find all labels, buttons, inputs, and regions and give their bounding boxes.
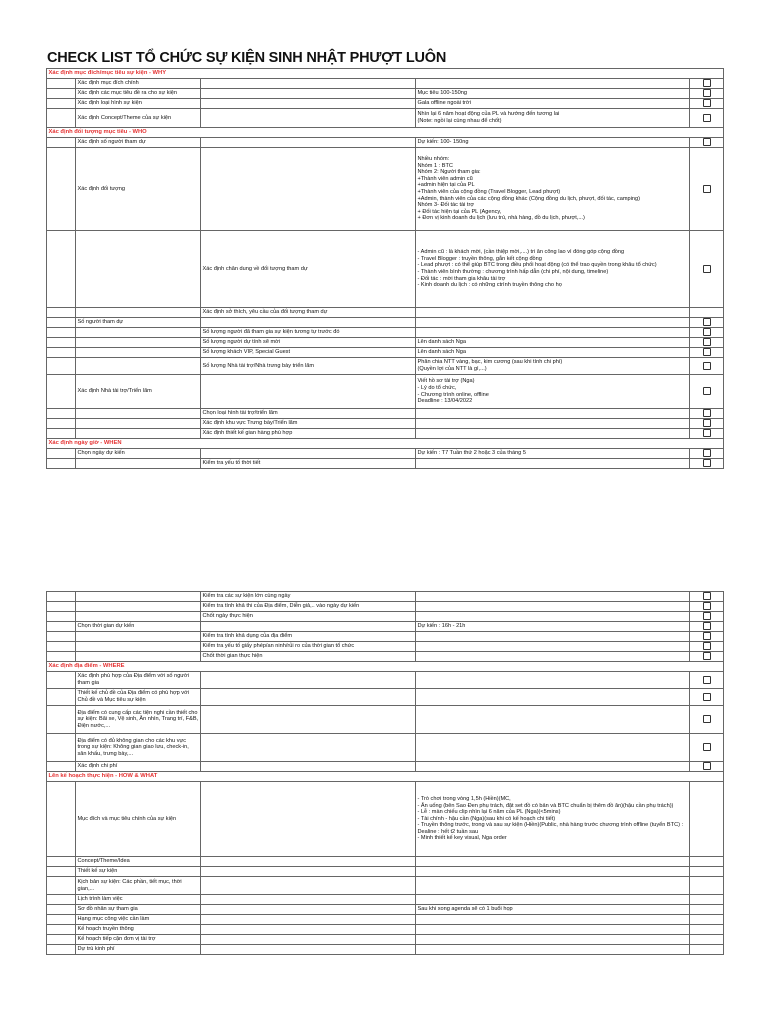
checkbox[interactable]	[703, 622, 711, 630]
checkbox[interactable]	[703, 459, 711, 467]
checkbox-cell	[690, 231, 724, 308]
checkbox-cell	[690, 642, 724, 652]
table-row	[47, 612, 724, 622]
note-cell	[416, 328, 690, 338]
index-cell	[47, 409, 76, 419]
note-cell	[416, 612, 690, 622]
table-row	[47, 652, 724, 662]
table-row	[47, 138, 724, 148]
note-cell	[416, 895, 690, 905]
subtask-cell	[201, 925, 416, 935]
task-cell: Địa điểm có cung cấp các tiện nghi cần thiết cho sự kiện: Bãi xe, Vệ sinh, Ăn nhìn, Trang trí, F&B, Điện nước,...	[76, 706, 201, 734]
subtask-cell: Kiểm tra yếu tố giấy phép/an ninh/rủi ro của thời gian tổ chức	[201, 642, 416, 652]
checkbox-cell	[690, 375, 724, 409]
table-row	[47, 877, 724, 895]
index-cell	[47, 449, 76, 459]
table-row	[47, 602, 724, 612]
checkbox[interactable]	[703, 429, 711, 437]
task-cell	[76, 612, 201, 622]
checkbox-cell	[690, 602, 724, 612]
subtask-cell	[201, 945, 416, 955]
note-cell	[416, 762, 690, 772]
note-cell	[416, 419, 690, 429]
checkbox-cell	[690, 318, 724, 328]
task-cell: Xác định loại hình sự kiện	[76, 99, 201, 109]
note-cell	[416, 459, 690, 469]
table-row	[47, 672, 724, 689]
checkbox-cell	[690, 308, 724, 318]
index-cell	[47, 138, 76, 148]
task-cell: Chọn ngày dự kiến	[76, 449, 201, 459]
task-cell	[76, 602, 201, 612]
index-cell	[47, 895, 76, 905]
note-cell: Gala offline ngoài trời	[416, 99, 690, 109]
checkbox-cell	[690, 99, 724, 109]
section-title: Xác định mục đích/mục tiêu sự kiện - WHY	[47, 69, 724, 79]
checkbox-cell	[690, 867, 724, 877]
subtask-cell: Kiểm tra tính khả thi của Địa điểm, Diễn giả,.. vào ngày dự kiến	[201, 602, 416, 612]
index-cell	[47, 857, 76, 867]
task-cell: Xác định chi phí	[76, 762, 201, 772]
checkbox[interactable]	[703, 138, 711, 146]
task-cell: Xác định mục đích chính	[76, 79, 201, 89]
checkbox-cell	[690, 429, 724, 439]
note-cell	[416, 632, 690, 642]
subtask-cell: Số lượng người đã tham gia sự kiện tương tự trước đó	[201, 328, 416, 338]
page-title: CHECK LIST TỔ CHỨC SỰ KIỆN SINH NHẬT PHƯỢT LUÔN	[47, 50, 447, 66]
section-header-row	[47, 662, 724, 672]
table-row	[47, 348, 724, 358]
note-cell: - Admin cũ : là khách mời, (cần thiệp mời,....) tri ân công lao vì đóng góp cộng đồng - Travel Blogger : truyền thông, gắn kết cộng đồng - Lead phượt : có thể giúp BTC trong điều phối hoạt động (có thể trao quyền trong khâu tổ chức) - Thành viên bình thường : chương trình hấp dẫn (chi phí, nội dung, timeline) - Đối tác : mời tham gia khâu tài trợ - Kinh doanh du lịch : có những ctrình truyền thông cho họ	[416, 231, 690, 308]
note-cell	[416, 877, 690, 895]
checkbox[interactable]	[703, 89, 711, 97]
subtask-cell: Xác định sở thích, yêu cầu của đối tượng tham dự	[201, 308, 416, 318]
index-cell	[47, 375, 76, 409]
checkbox-cell	[690, 328, 724, 338]
subtask-cell	[201, 672, 416, 689]
subtask-cell: Kiểm tra yếu tố thời tiết	[201, 459, 416, 469]
checkbox[interactable]	[703, 602, 711, 610]
task-cell	[76, 642, 201, 652]
checkbox[interactable]	[703, 693, 711, 701]
checkbox[interactable]	[703, 592, 711, 600]
index-cell	[47, 429, 76, 439]
task-cell: Lịch trình làm việc	[76, 895, 201, 905]
index-cell	[47, 925, 76, 935]
note-cell: Lên danh sách Nga	[416, 348, 690, 358]
table-row	[47, 449, 724, 459]
section-title: Lên kế hoạch thực hiện - HOW & WHAT	[47, 772, 724, 782]
checkbox-cell	[690, 935, 724, 945]
note-cell	[416, 652, 690, 662]
checkbox-cell	[690, 348, 724, 358]
checkbox[interactable]	[703, 362, 711, 370]
note-cell: Viết hồ sơ tài trợ (Nga) - Lý do tổ chức, - Chương trình online, offline Deadline : 13/04/2022	[416, 375, 690, 409]
task-cell	[76, 429, 201, 439]
checkbox-cell	[690, 632, 724, 642]
index-cell	[47, 632, 76, 642]
checkbox-cell	[690, 905, 724, 915]
table-row	[47, 622, 724, 632]
checkbox[interactable]	[703, 99, 711, 107]
task-cell: Hạng mục công việc cần làm	[76, 915, 201, 925]
checkbox[interactable]	[703, 715, 711, 723]
checkbox[interactable]	[703, 419, 711, 427]
note-cell	[416, 706, 690, 734]
task-cell: Sơ đồ nhân sự tham gia	[76, 905, 201, 915]
task-cell: Thiết kế sự kiện	[76, 867, 201, 877]
checkbox[interactable]	[703, 762, 711, 770]
subtask-cell: Kiểm tra tính khả dụng của địa điểm	[201, 632, 416, 642]
table-row	[47, 148, 724, 231]
index-cell	[47, 935, 76, 945]
task-cell: Xác định Nhà tài trợ/Triển lãm	[76, 375, 201, 409]
index-cell	[47, 419, 76, 429]
table-row	[47, 79, 724, 89]
index-cell	[47, 79, 76, 89]
checkbox-cell	[690, 877, 724, 895]
task-cell: Xác định phù hợp của Địa điểm với số người tham gia	[76, 672, 201, 689]
task-cell	[76, 348, 201, 358]
section-title: Xác định địa điểm - WHERE	[47, 662, 724, 672]
subtask-cell	[201, 99, 416, 109]
index-cell	[47, 318, 76, 328]
task-cell: Xác định Concept/Theme của sự kiện	[76, 109, 201, 128]
subtask-cell	[201, 109, 416, 128]
subtask-cell	[201, 148, 416, 231]
task-cell: Kế hoạch tiếp cận đơn vị tài trợ	[76, 935, 201, 945]
checkbox-cell	[690, 89, 724, 99]
checkbox-cell	[690, 109, 724, 128]
checkbox[interactable]	[703, 642, 711, 650]
table-row	[47, 592, 724, 602]
index-cell	[47, 915, 76, 925]
note-cell	[416, 915, 690, 925]
index-cell	[47, 358, 76, 375]
checkbox-cell	[690, 459, 724, 469]
section-header-row	[47, 69, 724, 79]
subtask-cell	[201, 449, 416, 459]
checkbox[interactable]	[703, 612, 711, 620]
checkbox-cell	[690, 419, 724, 429]
checkbox[interactable]	[703, 338, 711, 346]
table-row	[47, 419, 724, 429]
task-cell: Dự trù kinh phí	[76, 945, 201, 955]
note-cell	[416, 925, 690, 935]
task-cell: Địa điểm có đủ không gian cho các khu vực trong sự kiện: Không gian giao lưu, check-in, sân khấu, trưng bày,...	[76, 734, 201, 762]
task-cell: Xác định các mục tiêu đề ra cho sự kiện	[76, 89, 201, 99]
note-cell: Dự kiến : 16h - 21h	[416, 622, 690, 632]
section-header-row	[47, 772, 724, 782]
table-row	[47, 782, 724, 857]
checkbox-cell	[690, 652, 724, 662]
table-row	[47, 925, 724, 935]
checkbox-cell	[690, 338, 724, 348]
checkbox-cell	[690, 706, 724, 734]
table-row	[47, 109, 724, 128]
note-cell	[416, 734, 690, 762]
checkbox-cell	[690, 857, 724, 867]
index-cell	[47, 689, 76, 706]
task-cell	[76, 459, 201, 469]
checkbox-cell	[690, 895, 724, 905]
index-cell	[47, 642, 76, 652]
note-cell	[416, 642, 690, 652]
index-cell	[47, 782, 76, 857]
table-row	[47, 905, 724, 915]
checkbox[interactable]	[703, 265, 711, 273]
index-cell	[47, 99, 76, 109]
task-cell: Chọn thời gian dự kiến	[76, 622, 201, 632]
subtask-cell: Số lượng khách VIP, Special Guest	[201, 348, 416, 358]
checkbox-cell	[690, 945, 724, 955]
subtask-cell: Xác định khu vực Trưng bày/Triển lãm	[201, 419, 416, 429]
checkbox-cell	[690, 409, 724, 419]
index-cell	[47, 905, 76, 915]
note-cell	[416, 409, 690, 419]
section-header-row	[47, 128, 724, 138]
checkbox-cell	[690, 79, 724, 89]
checkbox-cell	[690, 612, 724, 622]
index-cell	[47, 148, 76, 231]
checkbox[interactable]	[703, 328, 711, 336]
index-cell	[47, 612, 76, 622]
subtask-cell	[201, 915, 416, 925]
checkbox-cell	[690, 689, 724, 706]
checkbox[interactable]	[703, 449, 711, 457]
table-row	[47, 328, 724, 338]
index-cell	[47, 877, 76, 895]
checkbox[interactable]	[703, 114, 711, 122]
note-cell	[416, 935, 690, 945]
checkbox-cell	[690, 592, 724, 602]
checkbox-cell	[690, 915, 724, 925]
note-cell	[416, 592, 690, 602]
checkbox-cell	[690, 734, 724, 762]
index-cell	[47, 338, 76, 348]
checkbox[interactable]	[703, 318, 711, 326]
subtask-cell	[201, 905, 416, 915]
subtask-cell	[201, 79, 416, 89]
checkbox-cell	[690, 762, 724, 772]
subtask-cell: Chốt thời gian thực hiện	[201, 652, 416, 662]
checkbox[interactable]	[703, 676, 711, 684]
checkbox-cell	[690, 622, 724, 632]
index-cell	[47, 622, 76, 632]
subtask-cell: Xác định thiết kế gian hàng phù hợp	[201, 429, 416, 439]
checkbox[interactable]	[703, 409, 711, 417]
checkbox[interactable]	[703, 185, 711, 193]
checkbox[interactable]	[703, 348, 711, 356]
note-cell: Nhìn lại 6 năm hoạt động của PL và hướng đến tương lai (Note: ngồi lại cùng nhau để chốt)	[416, 109, 690, 128]
note-cell: Sau khi xong agenda sẽ có 1 buổi họp	[416, 905, 690, 915]
subtask-cell	[201, 689, 416, 706]
note-cell	[416, 318, 690, 328]
checkbox[interactable]	[703, 743, 711, 751]
task-cell	[76, 592, 201, 602]
checkbox-cell	[690, 148, 724, 231]
index-cell	[47, 672, 76, 689]
checkbox-cell	[690, 672, 724, 689]
table-row	[47, 99, 724, 109]
note-cell	[416, 308, 690, 318]
index-cell	[47, 762, 76, 772]
task-cell: Kịch bản sự kiện: Các phần, tiết mục, thời gian,...	[76, 877, 201, 895]
subtask-cell	[201, 622, 416, 632]
index-cell	[47, 734, 76, 762]
table-row	[47, 338, 724, 348]
subtask-cell: Số lượng người dự tính sẽ mời	[201, 338, 416, 348]
task-cell: Concept/Theme/Idea	[76, 857, 201, 867]
checklist-table-top	[46, 68, 724, 469]
table-row	[47, 895, 724, 905]
task-cell: Xác định đối tượng	[76, 148, 201, 231]
note-cell: Mục tiêu 100-150ng	[416, 89, 690, 99]
checkbox-cell	[690, 782, 724, 857]
index-cell	[47, 328, 76, 338]
note-cell	[416, 945, 690, 955]
note-cell: Nhiều nhóm: Nhóm 1 : BTC Nhóm 2: Người tham gia: +Thành viên admin cũ +admin hiện tại của PL +Thành viên của cộng đồng (Travel Blogger, Lead phượt) +Admin, thành viên của các cộng đồng khác (Cộng đồng du lịch, phượt, đối tác, camping) Nhóm 3- Đối tác tài trợ + Đối tác hiện tại của PL (Agency, + Đơn vị kinh doanh du lịch (lưu trú, nhà hàng, đồ du lịch, phượt,...)	[416, 148, 690, 231]
checkbox-cell	[690, 925, 724, 935]
task-cell: Kế hoạch truyền thông	[76, 925, 201, 935]
subtask-cell	[201, 706, 416, 734]
checkbox-cell	[690, 449, 724, 459]
index-cell	[47, 308, 76, 318]
index-cell	[47, 459, 76, 469]
subtask-cell	[201, 867, 416, 877]
subtask-cell: Số lượng Nhà tài trợ/Nhà trưng bày triển lãm	[201, 358, 416, 375]
index-cell	[47, 945, 76, 955]
index-cell	[47, 867, 76, 877]
subtask-cell	[201, 857, 416, 867]
note-cell	[416, 79, 690, 89]
table-row	[47, 231, 724, 308]
table-row	[47, 375, 724, 409]
index-cell	[47, 652, 76, 662]
subtask-cell	[201, 935, 416, 945]
note-cell: Dự kiến : T7 Tuần thứ 2 hoặc 3 của tháng 5	[416, 449, 690, 459]
table-row	[47, 642, 724, 652]
table-row	[47, 459, 724, 469]
note-cell	[416, 867, 690, 877]
task-cell	[76, 652, 201, 662]
table-row	[47, 89, 724, 99]
task-cell: Mục đích và mục tiêu chính của sự kiện	[76, 782, 201, 857]
subtask-cell	[201, 895, 416, 905]
section-header-row	[47, 439, 724, 449]
index-cell	[47, 109, 76, 128]
subtask-cell	[201, 375, 416, 409]
table-row	[47, 308, 724, 318]
task-cell	[76, 338, 201, 348]
subtask-cell: Kiểm tra các sự kiện lớn cùng ngày	[201, 592, 416, 602]
table-row	[47, 409, 724, 419]
subtask-cell	[201, 138, 416, 148]
subtask-cell: Chốt ngày thực hiện	[201, 612, 416, 622]
table-row	[47, 358, 724, 375]
subtask-cell: Chọn loại hình tài trợ/triển lãm	[201, 409, 416, 419]
checkbox[interactable]	[703, 387, 711, 395]
checklist-table-bottom	[46, 591, 724, 955]
note-cell	[416, 602, 690, 612]
table-row	[47, 762, 724, 772]
table-row	[47, 935, 724, 945]
section-title: Xác định ngày giờ - WHEN	[47, 439, 724, 449]
task-cell	[76, 328, 201, 338]
task-cell	[76, 632, 201, 642]
table-row	[47, 867, 724, 877]
index-cell	[47, 348, 76, 358]
task-cell	[76, 308, 201, 318]
checkbox[interactable]	[703, 632, 711, 640]
task-cell: Xác định số người tham dự	[76, 138, 201, 148]
table-row	[47, 318, 724, 328]
table-row	[47, 945, 724, 955]
task-cell: Thiết kế chủ đề của Địa điểm có phù hợp với Chủ đề và Mục tiêu sự kiện	[76, 689, 201, 706]
task-cell: Số người tham dự	[76, 318, 201, 328]
note-cell: Phân chia NTT vàng, bạc, kim cương (sau khi tính chi phí) (Quyền lợi của NTT là gì,...)	[416, 358, 690, 375]
subtask-cell	[201, 89, 416, 99]
table-row	[47, 734, 724, 762]
subtask-cell	[201, 318, 416, 328]
checkbox-cell	[690, 138, 724, 148]
task-cell	[76, 409, 201, 419]
table-row	[47, 429, 724, 439]
index-cell	[47, 89, 76, 99]
index-cell	[47, 592, 76, 602]
task-cell	[76, 358, 201, 375]
table-row	[47, 915, 724, 925]
index-cell	[47, 602, 76, 612]
table-row	[47, 857, 724, 867]
section-title: Xác định đối tượng mục tiêu - WHO	[47, 128, 724, 138]
subtask-cell: Xác định chân dung về đối tượng tham dự	[201, 231, 416, 308]
note-cell	[416, 857, 690, 867]
task-cell	[76, 231, 201, 308]
note-cell	[416, 429, 690, 439]
table-row	[47, 706, 724, 734]
subtask-cell	[201, 762, 416, 772]
note-cell	[416, 672, 690, 689]
subtask-cell	[201, 877, 416, 895]
table-row	[47, 632, 724, 642]
index-cell	[47, 231, 76, 308]
note-cell: Lên danh sách Nga	[416, 338, 690, 348]
subtask-cell	[201, 782, 416, 857]
checkbox[interactable]	[703, 652, 711, 660]
checkbox[interactable]	[703, 79, 711, 87]
note-cell: - Trò chơi trong vòng 1,5h (Hiền)(MC, - Ăn uống (bên Sao Đen phụ trách, đặt set đồ có bản và BTC chuẩn bị thêm đồ ăn)(hậu cần phụ trách)) - Lễ : màn chiếu clip nhìn lại 6 năm của PL (Nga)(<5mins) - Tài chính - hậu cần (Nga)(sau khi có kế hoạch chi tiết) - Truyền thông trước, trong và sau sự kiện (Hiền)(Public, nhà hàng trước chương trình offline (tuyển BTC) : Dealine : hết t2 tuần sau - Minh thiết kế key visual, Nga order	[416, 782, 690, 857]
index-cell	[47, 706, 76, 734]
subtask-cell	[201, 734, 416, 762]
table-row	[47, 689, 724, 706]
note-cell: Dự kiến: 100- 150ng	[416, 138, 690, 148]
checkbox-cell	[690, 358, 724, 375]
note-cell	[416, 689, 690, 706]
task-cell	[76, 419, 201, 429]
